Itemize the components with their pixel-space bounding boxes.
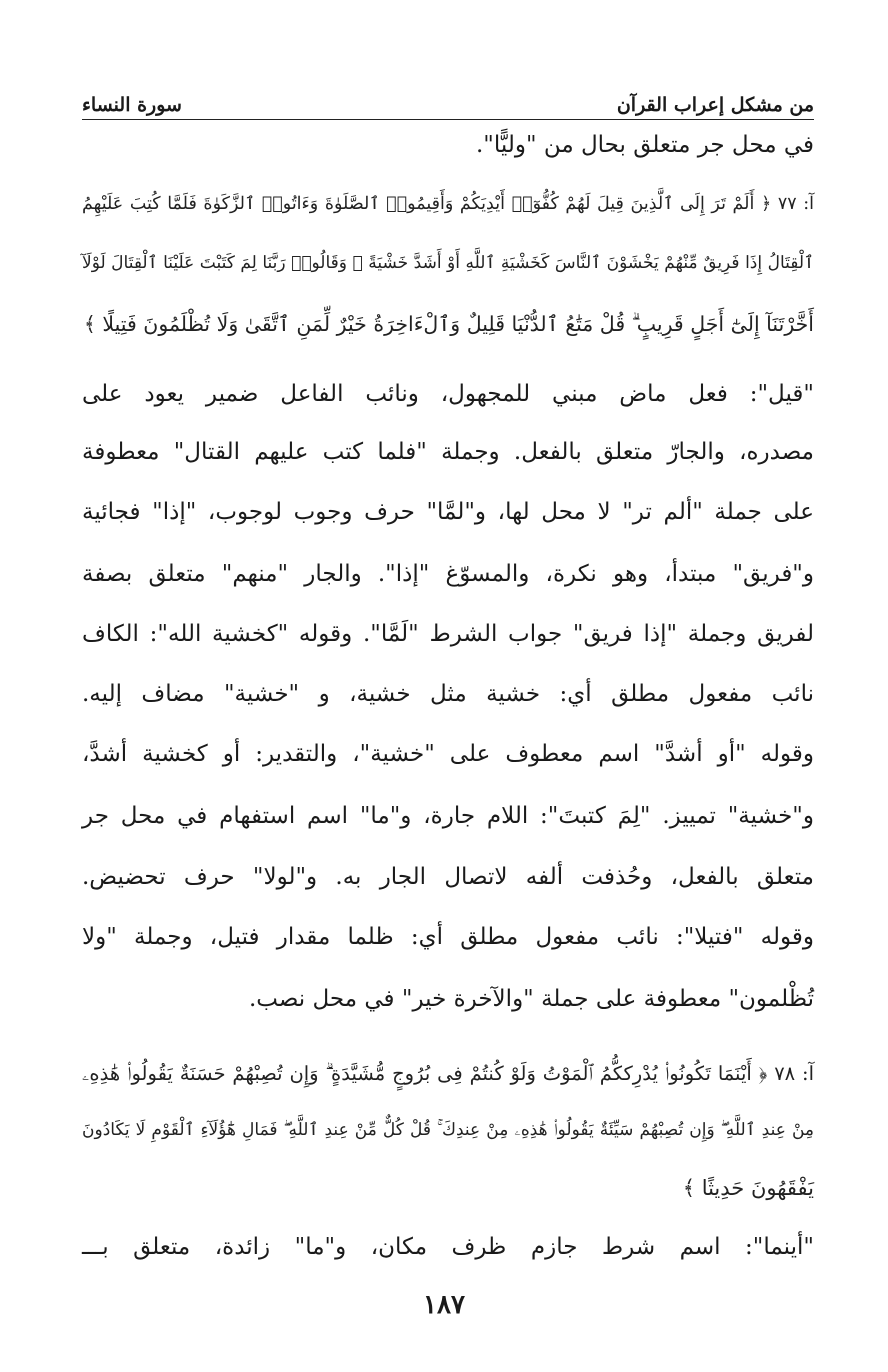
commentary-78-line-1: "أينما": اسم شرط جازم ظرف مكان، و"ما" زائدة، متعلق بـــ <box>82 1234 814 1260</box>
commentary-77-line-1: "قيل": فعل ماض مبني للمجهول، ونائب الفاعل ضمير يعود على <box>82 381 814 407</box>
commentary-77-line-7: وقوله "أو أشدَّ" اسم معطوف على "خشية"، والتقدير: أو كخشية أشدَّ، <box>82 741 814 767</box>
commentary-77-line-3: على جملة "ألم تر" لا محل لها، و"لمَّا" حرف وجوب لوجوب، "إذا" فجائية <box>82 499 814 525</box>
intro-line: في محل جر متعلق بحال من "وليًّا". <box>475 132 814 158</box>
surah-title: سورة النساء <box>82 94 182 116</box>
verse-77-text-1: ﴿ أَلَمْ تَرَ إِلَى ٱلَّذِينَ قِيلَ لَهُمْ كُفُّوٓا۟ أَيْدِيَكُمْ وَأَقِيمُوا۟ ٱلصَّلَوٰةَ وَءَاتُوا۟ ٱلزَّكَوٰةَ فَلَمَّا كُتِبَ عَلَيْهِمُ <box>82 194 772 214</box>
verse-78-line-2: مِنْ عِندِ ٱللَّهِ ۖ وَإِن تُصِبْهُمْ سَيِّئَةٌ يَقُولُوا۟ هَٰذِهِۦ مِنْ عِندِكَ ۚ قُلْ كُلٌّ مِّنْ عِندِ ٱللَّهِ ۖ فَمَالِ هَٰٓؤُلَآءِ ٱلْقَوْمِ لَا يَكَادُونَ <box>82 1120 814 1140</box>
commentary-77-line-10: وقوله "فتيلا": نائب مفعول مطلق أي: ظلما مقدار فتيل، وجملة "ولا <box>82 924 814 950</box>
commentary-77-line-9: متعلق بالفعل، وحُذفت ألفه لاتصال الجار به. و"لولا" حرف تحضيض. <box>82 864 814 890</box>
commentary-77-line-2: مصدره، والجارّ متعلق بالفعل. وجملة "فلما كتب عليهم القتال" معطوفة <box>82 439 814 465</box>
book-title: من مشكل إعراب القرآن <box>616 94 814 116</box>
page-number: ١٨٧ <box>423 1290 465 1320</box>
commentary-77-line-11: تُظْلمون" معطوفة على جملة "والآخرة خير" في محل نصب. <box>248 986 814 1012</box>
verse-77-line-3: أَخَّرْتَنَآ إِلَىٰٓ أَجَلٍ قَرِيبٍ ۗ قُلْ مَتَٰعُ ٱلدُّنْيَا قَلِيلٌ وَٱلْءَاخِرَةُ خَيْرٌ لِّمَنِ ٱتَّقَىٰ وَلَا تُظْلَمُونَ فَتِيلًا ﴾ <box>83 312 814 336</box>
commentary-77-line-6: نائب مفعول مطلق أي: خشية مثل خشية، و "خشية" مضاف إليه. <box>82 681 814 707</box>
commentary-77-line-4: و"فريق" مبتدأ، وهو نكرة، والمسوّغ "إذا". والجار "منهم" متعلق بصفة <box>82 561 814 587</box>
verse-77-line-1 <box>82 196 814 214</box>
header-divider <box>82 119 814 120</box>
verse-77-number: آ: ٧٧ <box>777 194 814 214</box>
verse-77-line-2: ٱلْقِتَالُ إِذَا فَرِيقٌ مِّنْهُمْ يَخْشَوْنَ ٱلنَّاسَ كَخَشْيَةِ ٱللَّهِ أَوْ أَشَدَّ خَشْيَةً ۚ وَقَالُوا۟ رَبَّنَا لِمَ كَتَبْتَ عَلَيْنَا ٱلْقِتَالَ لَوْلَآ <box>82 253 814 273</box>
running-header <box>82 84 814 116</box>
commentary-77-line-8: و"خشية" تمييز. "لِمَ كتبتَ": اللام جارة، و"ما" اسم استفهام في محل جر <box>82 803 814 829</box>
verse-78-number: آ: ٧٨ <box>774 1062 814 1085</box>
commentary-77-line-5: لفريق وجملة "إذا فريق" جواب الشرط "لَمَّا". وقوله "كخشية الله": الكاف <box>82 621 814 647</box>
verse-78-line-1 <box>82 1064 814 1084</box>
verse-78-line-3: يَفْقَهُونَ حَدِيثًا ﴾ <box>682 1176 814 1200</box>
verse-78-text-1: ﴿ أَيْنَمَا تَكُونُوا۟ يُدْرِككُّمُ ٱلْمَوْتُ وَلَوْ كُنتُمْ فِى بُرُوجٍ مُّشَيَّدَةٍ ۗ وَإِن تُصِبْهُمْ حَسَنَةٌ يَقُولُوا۟ هَٰذِهِۦ <box>82 1062 768 1085</box>
